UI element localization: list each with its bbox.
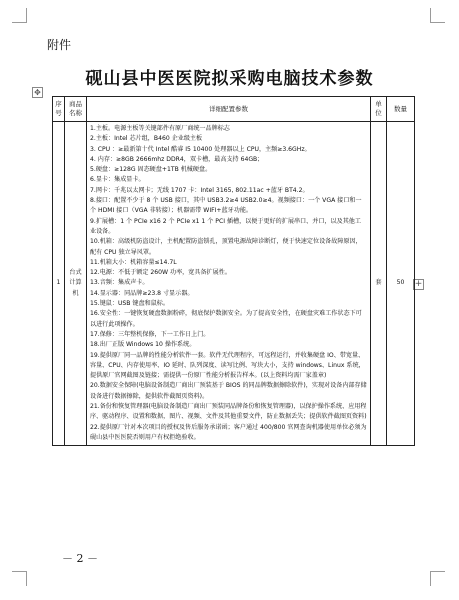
add-column-icon[interactable]: +	[414, 279, 423, 289]
header-unit: 单位	[371, 97, 387, 122]
param-line: 10.机箱：高级机防盗设计，主机配置防盗锁孔，顶置电源故障诊断灯，便于快速定位设备故障原因，配有 CPU 独立导风罩。	[90, 238, 362, 256]
param-line: 21.备份和恢复管理器(电脑设备制造厂商出厂预装同品牌备份和恢复管理器)，以保护操作系统、应用程序、驱动程序、设置和数据，图片、视频、文件及其他重要文件，防止数据丢失；提供软件截图页资料)	[90, 403, 367, 421]
crop-mark-top-left	[12, 8, 27, 23]
param-line: 2.主板：Intel 芯片组，B460 企业级主板	[90, 135, 203, 143]
param-line: 9.扩展槽：1 个 PCIe x16 2 个 PCIe x1 1 个 PCI 插槽，以便于更好的扩展串口、并口，以及其他工业设备。	[90, 217, 361, 235]
row-unit: 套	[371, 122, 387, 446]
param-line: 12.电源：不低于额定 260W 功率，宽具备扩展性。	[90, 269, 231, 277]
param-line: 16.安全性：一键恢复硬盘数据粉碎，彻底保护数据安全。为了提高安全性，在硬盘灾难工作状态下可以进行此项操作。	[90, 310, 362, 328]
page-number: － 2 －	[62, 552, 98, 565]
param-line: 3. CPU ：≥最新第十代 Intel 酷睿 I5 10400 处理器以上 CPU，主频≥3.6GHz。	[90, 145, 311, 153]
param-line: 7.网卡：千兆以太网卡；无线 1707 卡：Intel 3165, 802.11ac +蓝牙 BT4.2。	[90, 186, 309, 194]
param-line: 1.主板。电源主板等关键部件有原厂商统一品牌标志	[90, 125, 230, 132]
param-line: 19.提供原厂同一品牌的性能分析软件一套。软件无代理程序，可远程运行，并收集硬盘 IO、带宽量、容量、CPU、内存使用率、IO 延时、队列深度、读写比例、写块大小，支持 windows、Linux 系统，提供原厂官网截图及链接；需提供一份原厂性能分析报告样本。(以上资料均需厂家盖章)	[90, 351, 365, 380]
param-line: 8.接口：配置不少于 8 个 USB 接口，其中 USB3.2≥4 USB2.0≥4。视频接口：一个 VGA 接口和一个 HDMI 接口（VGA 非转接）；机器需带 WIFI+蓝牙功能。	[90, 197, 362, 215]
param-line: 17.保修：三年整机保修，下一工作日上门。	[90, 330, 210, 338]
param-line: 13.音频：集成声卡。	[90, 279, 149, 287]
table-row	[53, 122, 415, 446]
param-line: 22.提供原厂针对本次项目的授权及售后服务承诺函；客户通过 400/800 官网查询机器使用单位必须为砚山县中医医院否则用户有权拒绝验收。	[90, 423, 367, 441]
param-line: 5.硬盘：≥128G 固态硬盘+1TB 机械硬盘。	[90, 166, 212, 174]
param-line: 20.数据安全保障(电脑设备制造厂商出厂预装基于 BIOS 的同品牌数据擦除软件)，实现对设备内部存储设备进行数据擦除，提供软件截图页资料)。	[90, 382, 367, 400]
row-no: 1	[53, 122, 65, 446]
crop-mark-top-right	[430, 8, 445, 23]
param-line: 6.显卡：集成显卡。	[90, 176, 145, 184]
spec-table	[52, 96, 415, 446]
table-move-handle-icon[interactable]: ✥	[32, 87, 43, 98]
crop-mark-bottom-left	[12, 571, 27, 586]
header-name: 商品名称	[65, 97, 87, 122]
table-header-row	[53, 97, 415, 122]
crop-mark-bottom-right	[430, 571, 445, 586]
param-line: 15.键鼠：USB 键盘和鼠标。	[90, 300, 169, 308]
param-line: 14.显示器：同品牌≥23.8 寸显示器。	[90, 289, 194, 297]
attachment-label: 附件	[47, 38, 72, 52]
param-line: 18.出厂正版 Windows 10 操作系统。	[90, 341, 196, 349]
param-line: 11.机箱大小：机箱容量≤14.7L	[90, 258, 177, 266]
row-qty: 50	[387, 122, 415, 446]
param-line: 4. 内存：≥8GB 2666mhz DDR4，双卡槽，最高支持 64GB；	[90, 155, 264, 163]
header-qty: 数量	[387, 97, 415, 122]
document-title: 砚山县中医医院拟采购电脑技术参数	[85, 69, 374, 89]
header-no: 序号	[53, 97, 65, 122]
row-name: 台式计算机	[65, 122, 87, 446]
header-params: 详细配置参数	[87, 97, 371, 122]
params-cell	[87, 122, 371, 446]
